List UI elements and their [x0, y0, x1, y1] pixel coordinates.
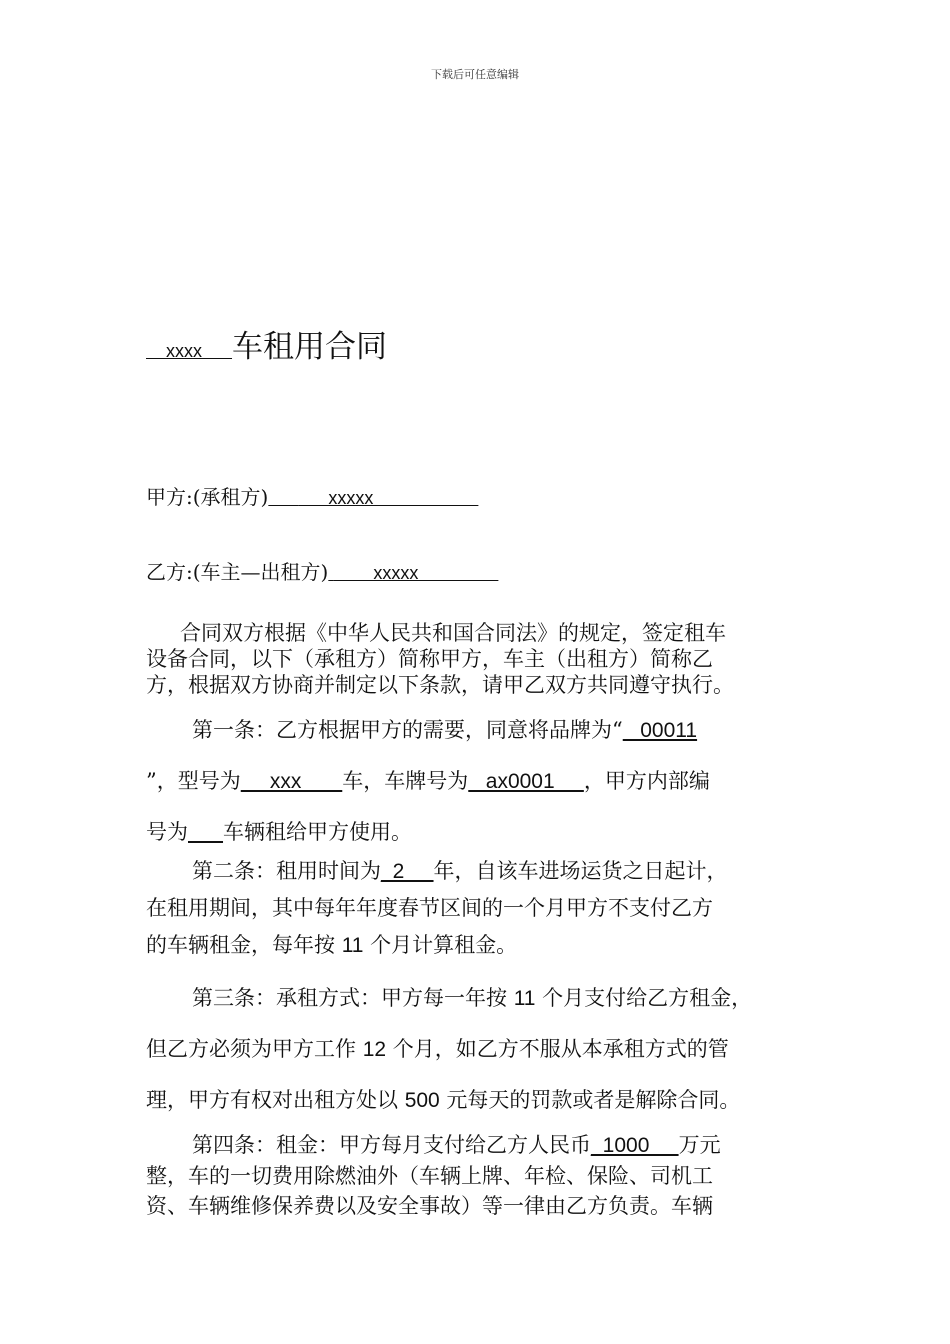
article-3-months: 11 — [513, 987, 536, 1010]
header-note: 下载后可任意编辑 — [431, 68, 519, 81]
intro-line-1: 合同双方根据《中华人民共和国合同法》的规定，签定租车 — [180, 621, 726, 645]
article-3-line-3 — [146, 1075, 810, 1126]
article-3-penalty: 500 — [404, 1089, 440, 1112]
article-2-text-d: 个月计算租金。 — [363, 933, 518, 957]
title-blank: xxxx — [146, 341, 233, 361]
party-b-label: 乙方:(车主—出租方) — [146, 560, 329, 584]
article-3-text-e: 理，甲方有权对出租方处以 — [146, 1088, 405, 1112]
article-1-text-c: 车，车牌号为 — [342, 769, 469, 793]
article-1-line-3 — [146, 807, 810, 858]
article-4-line-3: 资、车辆维修保养费以及安全事故）等一律由乙方负责。车辆 — [146, 1194, 713, 1218]
party-b-value: xxxxx — [333, 563, 499, 583]
plate-value: ax0001 — [468, 770, 584, 793]
article-3-text-c: 但乙方必须为甲方工作 — [146, 1037, 363, 1061]
article-2-text-a: 第二条：租用时间为 — [192, 859, 381, 883]
article-1-line-2 — [146, 756, 810, 807]
article-4-line-2: 整，车的一切费用除燃油外（车辆上牌、年检、保险、司机工 — [146, 1164, 713, 1188]
rent-amount-value: _1000 — [591, 1134, 679, 1157]
title-text: 车租用合同 — [232, 329, 388, 365]
article-1 — [146, 705, 810, 858]
article-3-line-1 — [146, 973, 810, 1024]
contract-title — [146, 325, 387, 373]
party-b-line — [146, 557, 498, 588]
article-3-text-b: 个月支付给乙方租金， — [535, 986, 753, 1010]
article-2-text-c: 的车辆租金，每年按 — [146, 933, 342, 957]
intro-line-3: 方，根据双方协商并制定以下条款，请甲乙双方共同遵守执行。 — [146, 673, 734, 697]
article-3 — [146, 973, 810, 1126]
intro-line-2: 设备合同，以下（承租方）简称甲方，车主（出租方）简称乙 — [146, 647, 713, 671]
party-a-line — [146, 482, 478, 513]
article-1-text-e: 号为 — [146, 820, 188, 844]
article-4-text-a: 第四条：租金：甲方每月支付给乙方人民币 — [192, 1133, 591, 1157]
article-1-line-1 — [146, 705, 810, 756]
party-a-value: xxxxx — [298, 488, 479, 508]
article-2-line-1 — [146, 853, 810, 890]
party-a-gap — [268, 488, 298, 508]
internal-number-blank — [188, 821, 223, 844]
article-2-text-b: 年，自该车进场运货之日起计， — [433, 859, 728, 883]
article-3-text-d: 个月，如乙方不服从本承租方式的管 — [386, 1037, 729, 1061]
article-1-text-a: 第一条：乙方根据甲方的需要，同意将品牌为“ — [192, 718, 623, 742]
article-1-text-f: 车辆租给甲方使用。 — [223, 820, 413, 844]
article-2 — [146, 853, 810, 964]
article-2-line-3 — [146, 927, 810, 964]
party-a-label: 甲方:(承租方) — [146, 485, 269, 509]
article-3-line-2 — [146, 1024, 810, 1075]
brand-value: 00011 — [622, 719, 698, 742]
article-2-months: 11 — [341, 934, 364, 957]
article-3-text-f: 元每天的罚款或者是解除合同。 — [439, 1088, 741, 1112]
article-1-text-d: ，甲方内部编 — [583, 769, 710, 793]
article-3-work-months: 12 — [362, 1038, 387, 1061]
article-3-text-a: 第三条：承租方式：甲方每一年按 — [192, 986, 514, 1010]
intro-paragraph — [146, 620, 810, 698]
article-1-text-b: ”，型号为 — [146, 769, 241, 793]
article-4 — [146, 1130, 810, 1221]
model-value: xxx — [240, 770, 343, 793]
article-2-line-2: 在租用期间，其中每年年度春节区间的一个月甲方不支付乙方 — [146, 896, 713, 920]
article-4-text-b: 万元 — [678, 1133, 721, 1157]
article-4-line-1 — [146, 1130, 810, 1161]
rental-years-value: _2 — [381, 860, 434, 883]
